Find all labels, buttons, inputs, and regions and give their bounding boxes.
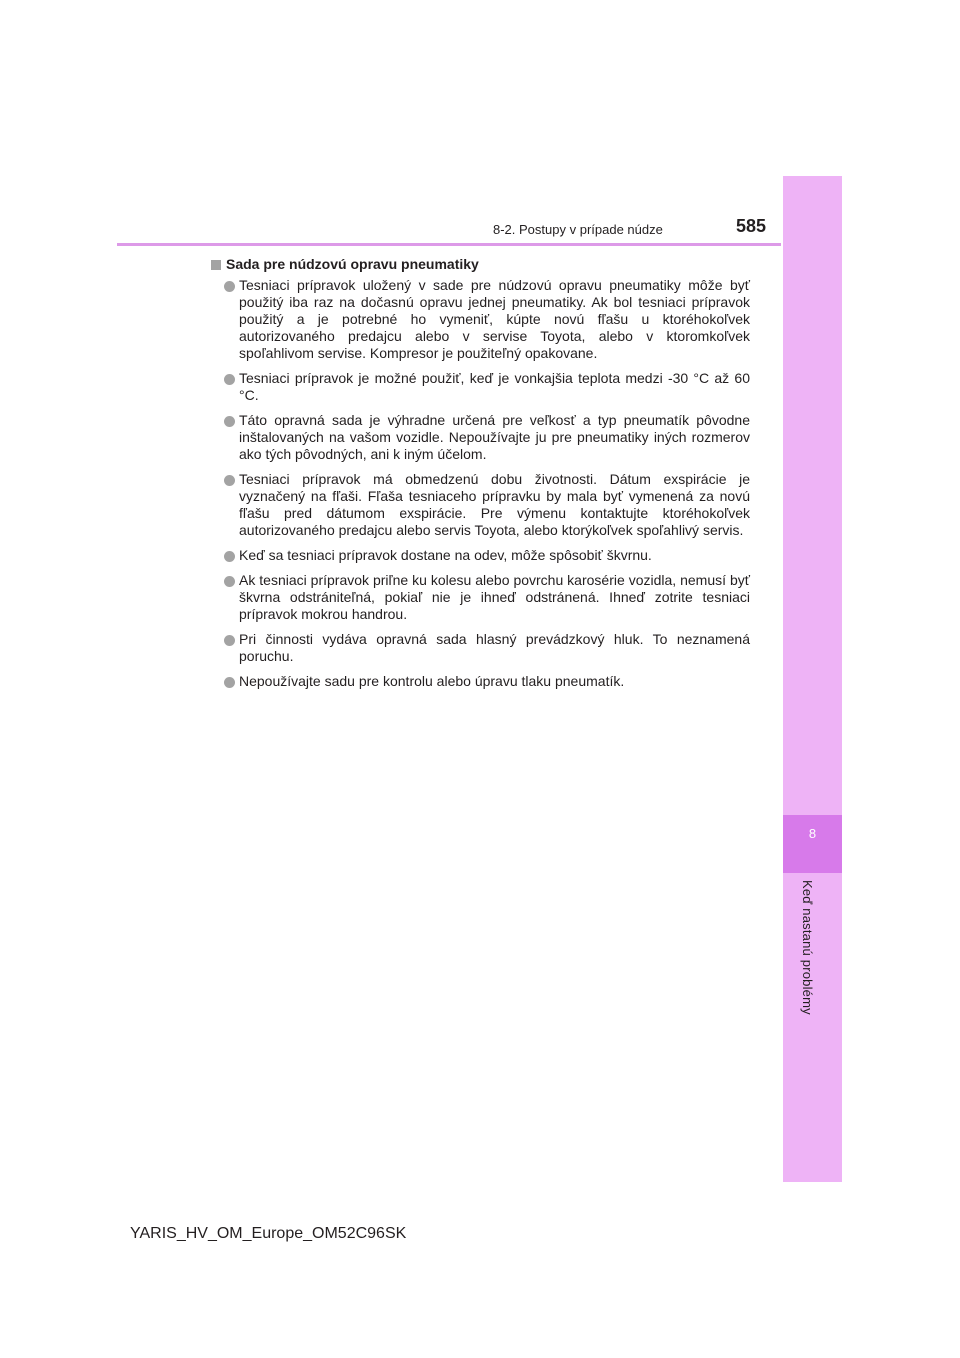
list-item xyxy=(208,673,750,690)
chapter-number: 8 xyxy=(808,826,817,841)
section-heading-text: Sada pre núdzovú opravu pneumatiky xyxy=(226,256,479,272)
square-bullet-icon xyxy=(211,260,221,270)
circle-bullet-icon xyxy=(224,677,235,688)
circle-bullet-icon xyxy=(224,416,235,427)
list-item xyxy=(208,631,750,665)
list-item-text: Tesniaci prípravok má obmedzenú dobu životnosti. Dátum exspirácie je vyznačený na fľaši. Fľaša tesniaceho prípravku by mala byť vymenená za novú fľašu pred dátumom exspirácie. Pre výmenu kontaktujte ktoréhokoľvek autorizovaného predajcu alebo servis Toyota, alebo ktorýkoľvek spoľahlivý servis. xyxy=(239,471,750,538)
chapter-side-tab xyxy=(783,176,842,1182)
list-item-text: Tesniaci prípravok je možné použiť, keď je vonkajšia teplota medzi -30 °C až 60 °C. xyxy=(239,370,750,403)
list-item xyxy=(208,412,750,463)
list-item xyxy=(208,277,750,362)
circle-bullet-icon xyxy=(224,475,235,486)
list-item-text: Pri činnosti vydáva opravná sada hlasný prevádzkový hluk. To neznamená poruchu. xyxy=(239,631,750,664)
page-number: 585 xyxy=(736,216,767,236)
list-item-text: Ak tesniaci prípravok priľne ku kolesu alebo povrchu karosérie vozidla, nemusí byť škvrna odstrániteľná, pokiaľ nie je ihneď odstránená. Ihneď zotrite tesniaci prípravok mokrou handrou. xyxy=(239,572,750,622)
circle-bullet-icon xyxy=(224,551,235,562)
main-content xyxy=(208,255,750,698)
circle-bullet-icon xyxy=(224,635,235,646)
list-item-text: Tesniaci prípravok uložený v sade pre núdzovú opravu pneumatiky môže byť použitý iba raz na dočasnú opravu jednej pneumatiky. Ak bol tesniaci prípravok použitý a je potrebné ho vymeniť, kúpte novú fľašu u ktoréhokoľvek autorizovaného predajcu alebo v servise Toyota, alebo v ktoromkoľvek spoľahlivom servise. Kompresor je použiteľný opakovane. xyxy=(239,277,750,361)
circle-bullet-icon xyxy=(224,576,235,587)
list-item xyxy=(208,572,750,623)
chapter-title: Keď nastanú problémy xyxy=(800,880,815,1015)
chapter-number-tab xyxy=(783,815,842,873)
document-code: YARIS_HV_OM_Europe_OM52C96SK xyxy=(130,1225,407,1242)
list-item xyxy=(208,471,750,539)
circle-bullet-icon xyxy=(224,281,235,292)
header-divider xyxy=(117,243,781,246)
list-item-text: Táto opravná sada je výhradne určená pre veľkosť a typ pneumatík pôvodne inštalovaných na vašom vozidle. Nepoužívajte ju pre pneumatiky iných rozmerov ako tých pôvodných, ani k iným účelom. xyxy=(239,412,750,462)
circle-bullet-icon xyxy=(224,374,235,385)
list-item xyxy=(208,370,750,404)
list-item-text: Keď sa tesniaci prípravok dostane na odev, môže spôsobiť škvrnu. xyxy=(239,547,652,563)
section-title: 8-2. Postupy v prípade núdze xyxy=(493,222,663,237)
list-item xyxy=(208,547,750,564)
section-heading xyxy=(208,255,750,274)
list-item-text: Nepoužívajte sadu pre kontrolu alebo úpravu tlaku pneumatík. xyxy=(239,673,625,689)
